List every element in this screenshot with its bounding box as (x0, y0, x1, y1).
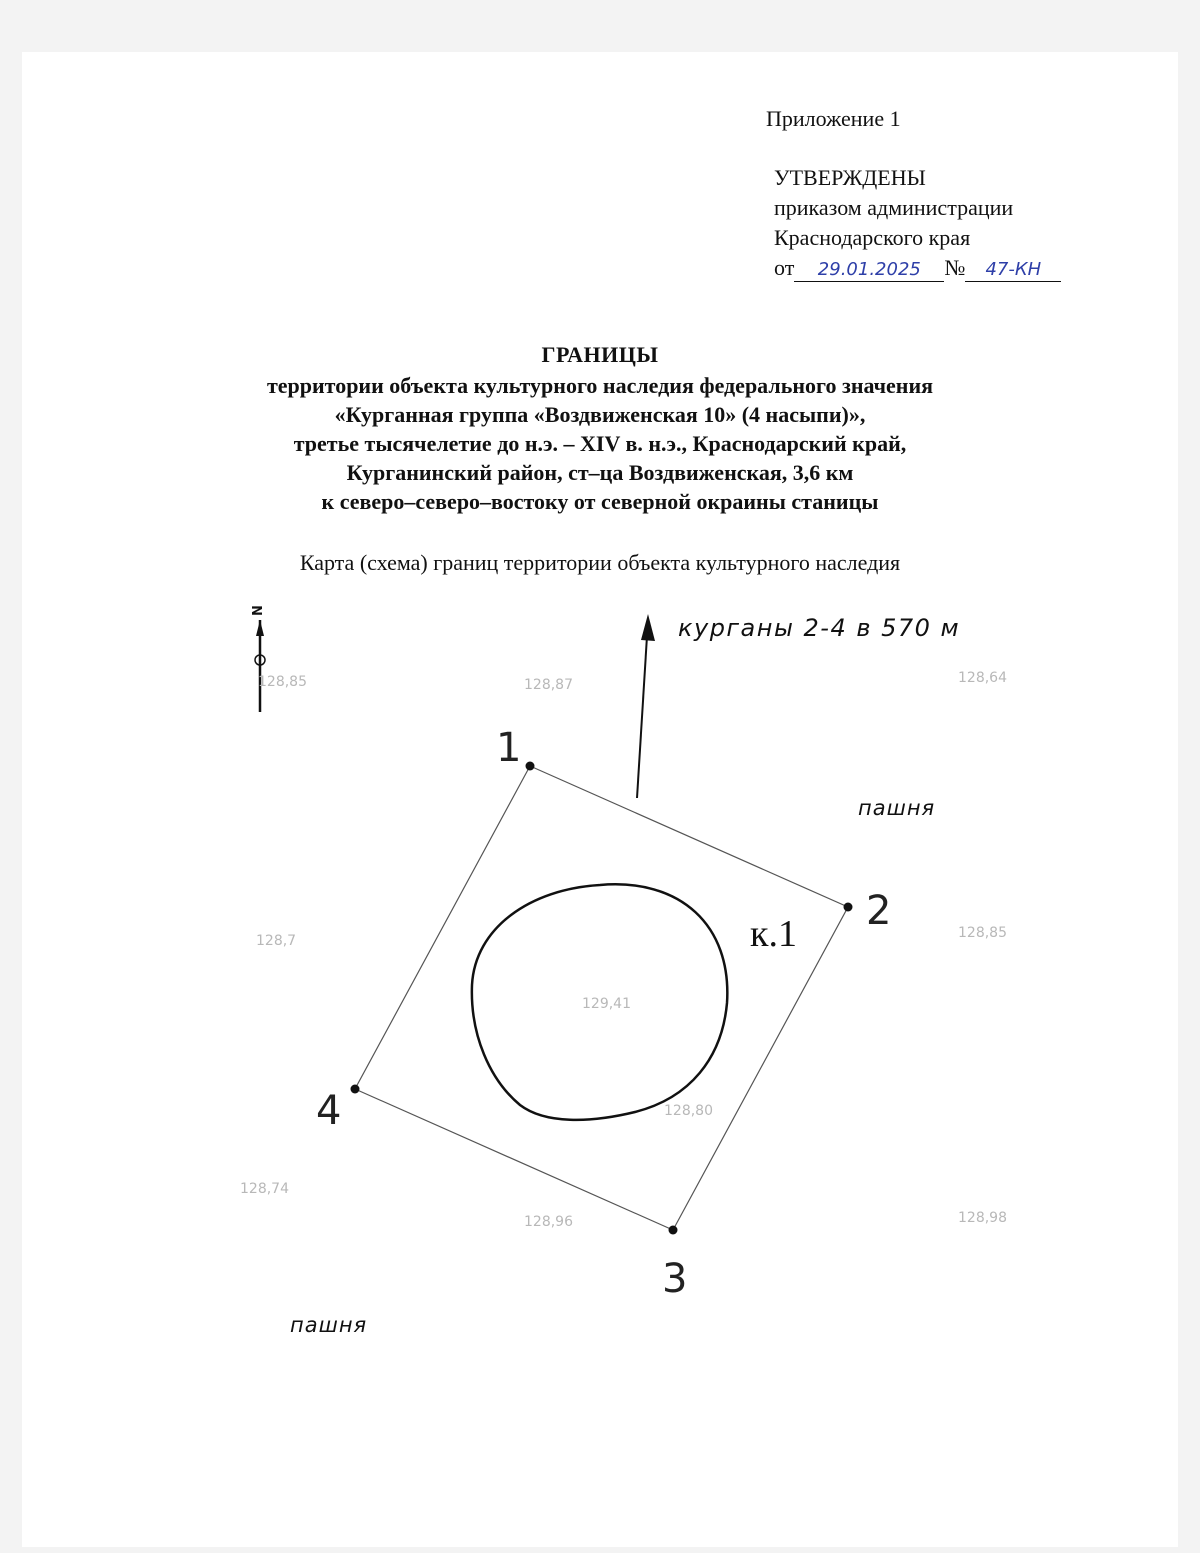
mound-label: к.1 (750, 913, 797, 955)
handwritten-date: 29.01.2025 (794, 259, 944, 282)
elevation-mark: 128,85 (958, 925, 1007, 941)
elevation-mark: 128,80 (664, 1103, 713, 1119)
north-label: N (251, 605, 266, 616)
direction-note: курганы 2-4 в 570 м (678, 614, 961, 642)
title-line-4: Курганинский район, ст–ца Воздвиженская, 3,6 км (346, 460, 854, 485)
point-label-1: 1 (496, 725, 522, 771)
north-arrow-icon (251, 605, 266, 712)
elevation-mark: 128,64 (958, 670, 1007, 686)
elevation-mark: 128,87 (524, 677, 573, 693)
approval-line-1: приказом администрации (774, 195, 1014, 220)
date-prefix: от (774, 255, 795, 280)
elevation-mark: 128,85 (258, 674, 307, 690)
field-label-bottom: пашня (290, 1313, 368, 1337)
point-label-4: 4 (316, 1088, 342, 1134)
boundary-point-1 (526, 762, 535, 771)
title-line-3: третье тысячелетие до н.э. – XIV в. н.э., Краснодарский край, (293, 431, 907, 456)
point-label-2: 2 (866, 888, 892, 934)
number-sign: № (944, 255, 966, 280)
title-line-1: территории объекта культурного наследия федерального значения (266, 373, 934, 398)
map-subtitle: Карта (схема) границ территории объекта культурного наследия (299, 550, 901, 575)
title-line-2: «Курганная группа «Воздвиженская 10» (4 насыпи)», (334, 402, 866, 427)
elevation-mark: 128,98 (958, 1210, 1007, 1226)
title-line-5: к северо–северо–востоку от северной окраины станицы (321, 489, 879, 514)
field-label-top: пашня (858, 796, 936, 820)
elevation-mark: 129,41 (582, 996, 631, 1012)
elevation-mark: 128,7 (256, 933, 297, 949)
elevation-mark: 128,96 (524, 1214, 573, 1230)
handwritten-order-number: 47-КН (965, 259, 1061, 282)
point-label-3: 3 (662, 1256, 688, 1302)
boundary-point-4 (351, 1085, 360, 1094)
title-heading: ГРАНИЦЫ (541, 342, 659, 367)
approval-line-2: Краснодарского края (774, 225, 971, 250)
approved-heading: УТВЕРЖДЕНЫ (774, 165, 926, 190)
direction-arrow (637, 614, 655, 798)
boundary-point-2 (844, 903, 853, 912)
elevation-mark: 128,74 (240, 1181, 289, 1197)
appendix-label: Приложение 1 (766, 106, 901, 131)
boundary-point-3 (669, 1226, 678, 1235)
